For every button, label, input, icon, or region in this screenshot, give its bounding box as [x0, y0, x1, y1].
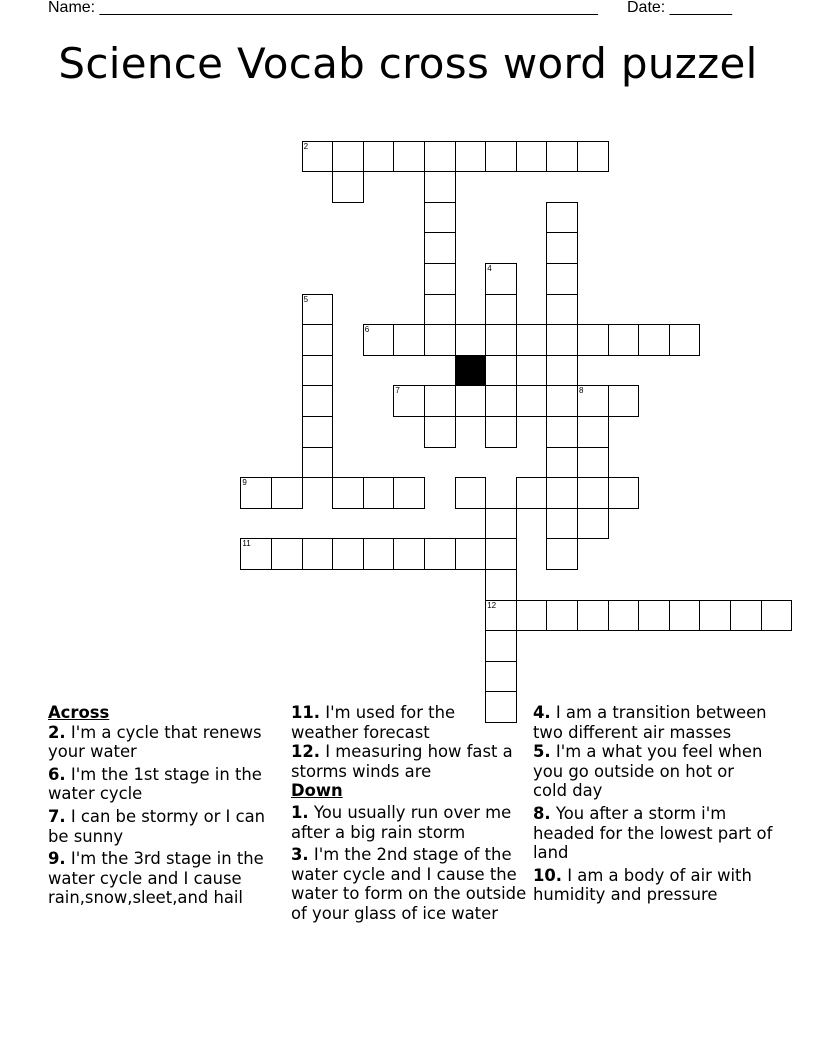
date-field[interactable]: Date: _______ [627, 0, 732, 16]
crossword-cell[interactable] [302, 324, 334, 356]
clue-number-label: 11 [242, 539, 251, 549]
clue-number: 3. [291, 845, 309, 865]
crossword-cell[interactable] [424, 232, 456, 264]
crossword-cell[interactable] [546, 600, 578, 632]
clue-down-5 [533, 742, 773, 801]
crossword-cell[interactable] [302, 385, 334, 417]
clue-down-8 [533, 804, 773, 863]
clue-number-label: 12 [487, 600, 497, 610]
crossword-cell[interactable] [424, 141, 456, 173]
crossword-cell[interactable] [393, 477, 425, 509]
clue-number: 2. [48, 722, 66, 742]
crossword-cell[interactable] [363, 477, 395, 509]
crossword-cell[interactable] [393, 385, 425, 417]
crossword-cell[interactable] [638, 324, 670, 356]
crossword-cell[interactable] [577, 141, 609, 173]
crossword-cell[interactable] [577, 324, 609, 356]
clue-number: 12. [291, 742, 321, 762]
crossword-cell[interactable] [669, 600, 701, 632]
crossword-cell[interactable] [485, 294, 517, 326]
crossword-cell[interactable] [546, 416, 578, 448]
clue-text: I'm the 2nd stage of the water cycle and I cause the water to form on the outside of your glass of ice water [291, 845, 527, 923]
clue-text: I'm used for the weather forecast [291, 703, 456, 742]
crossword-cell[interactable] [424, 202, 456, 234]
crossword-cell[interactable] [485, 661, 517, 693]
crossword-cell[interactable] [608, 324, 640, 356]
crossword-cell[interactable] [608, 385, 640, 417]
crossword-cell[interactable] [608, 600, 640, 632]
crossword-cell[interactable] [577, 416, 609, 448]
crossword-cell[interactable] [455, 477, 487, 509]
crossword-cell[interactable] [424, 263, 456, 295]
clue-column-1 [48, 703, 284, 911]
crossword-cell[interactable] [424, 171, 456, 203]
clue-down-4 [533, 703, 773, 742]
crossword-cell[interactable] [546, 232, 578, 264]
clue-text: I can be stormy or I can be sunny [48, 806, 266, 846]
crossword-cell[interactable] [240, 477, 272, 509]
crossword-cell[interactable] [577, 508, 609, 540]
clue-number: 5. [533, 742, 551, 762]
clue-column-2 [291, 703, 527, 927]
clue-text: I am a transition between two different air masses [533, 703, 767, 742]
crossword-cell[interactable] [546, 141, 578, 173]
clue-column-3 [533, 703, 773, 908]
crossword-cell[interactable] [516, 141, 548, 173]
crossword-cell[interactable] [455, 538, 487, 570]
crossword-cell[interactable] [485, 385, 517, 417]
crossword-cell[interactable] [302, 538, 334, 570]
clue-down-10 [533, 866, 773, 905]
crossword-block [455, 355, 487, 387]
clue-across-12 [291, 742, 527, 781]
crossword-cell[interactable] [393, 324, 425, 356]
crossword-cell[interactable] [485, 416, 517, 448]
crossword-cell[interactable] [424, 294, 456, 326]
crossword-cell[interactable] [669, 324, 701, 356]
clue-across-2 [48, 723, 284, 762]
clue-text: I'm the 1st stage in the water cycle [48, 764, 262, 804]
crossword-cell[interactable] [516, 324, 548, 356]
crossword-cell[interactable] [546, 263, 578, 295]
crossword-cell[interactable] [485, 324, 517, 356]
crossword-cell[interactable] [363, 538, 395, 570]
crossword-cell[interactable] [332, 141, 364, 173]
clue-number: 9. [48, 849, 66, 869]
crossword-cell[interactable] [302, 294, 334, 326]
page-title: Science Vocab cross word puzzel [58, 39, 758, 88]
clue-down-1 [291, 803, 527, 842]
clue-number: 10. [533, 865, 563, 885]
crossword-cell[interactable] [485, 263, 517, 295]
crossword-cell[interactable] [516, 385, 548, 417]
crossword-cell[interactable] [546, 538, 578, 570]
crossword-cell[interactable] [271, 538, 303, 570]
clue-number-label: 5 [303, 294, 309, 304]
clue-number-label: 7 [395, 386, 400, 396]
crossword-cell[interactable] [455, 324, 487, 356]
clue-number-label: 6 [364, 325, 370, 335]
crossword-cell[interactable] [546, 294, 578, 326]
crossword-cell[interactable] [638, 600, 670, 632]
crossword-cell[interactable] [424, 385, 456, 417]
clue-text: You after a storm i'm headed for the lowest part of land [533, 803, 773, 863]
crossword-cell[interactable] [424, 416, 456, 448]
crossword-cell[interactable] [730, 600, 762, 632]
clue-across-11 [291, 703, 527, 742]
crossword-cell[interactable] [761, 600, 793, 632]
crossword-cell[interactable] [577, 385, 609, 417]
crossword-cell[interactable] [302, 355, 334, 387]
crossword-cell[interactable] [608, 477, 640, 509]
crossword-cell[interactable] [485, 538, 517, 570]
crossword-cell[interactable] [546, 385, 578, 417]
crossword-cell[interactable] [424, 324, 456, 356]
clue-number: 4. [533, 703, 551, 722]
crossword-cell[interactable] [363, 324, 395, 356]
crossword-cell[interactable] [485, 141, 517, 173]
crossword-cell[interactable] [455, 385, 487, 417]
crossword-cell[interactable] [485, 355, 517, 387]
crossword-cell[interactable] [302, 416, 334, 448]
clue-text: I'm a what you feel when you go outside on hot or cold day [533, 742, 763, 801]
clue-number: 1. [291, 802, 309, 822]
crossword-cell[interactable] [485, 508, 517, 540]
name-field[interactable]: Name: ________________________________________________________ [48, 0, 598, 16]
crossword-cell[interactable] [302, 141, 334, 173]
crossword-cell[interactable] [455, 141, 487, 173]
crossword-cell[interactable] [546, 355, 578, 387]
crossword-cell[interactable] [485, 630, 517, 662]
crossword-cell[interactable] [546, 324, 578, 356]
clue-number: 6. [48, 764, 66, 784]
crossword-cell[interactable] [577, 447, 609, 479]
crossword-cell[interactable] [577, 477, 609, 509]
clue-down-3 [291, 845, 527, 923]
crossword-cell[interactable] [332, 477, 364, 509]
down-heading: Down [291, 781, 343, 801]
clue-number-label: 4 [487, 264, 492, 273]
clue-across-9 [48, 849, 284, 908]
clue-text: I measuring how fast a storms winds are [291, 742, 513, 781]
crossword-cell[interactable] [271, 477, 303, 509]
crossword-cell[interactable] [302, 447, 334, 479]
clue-across-7 [48, 807, 284, 846]
crossword-cell[interactable] [332, 538, 364, 570]
crossword-cell[interactable] [393, 538, 425, 570]
crossword-cell[interactable] [485, 600, 517, 632]
crossword-cell[interactable] [546, 477, 578, 509]
crossword-cell[interactable] [240, 538, 272, 570]
crossword-cell[interactable] [699, 600, 731, 632]
crossword-cell[interactable] [546, 508, 578, 540]
clue-across-6 [48, 765, 284, 804]
clue-number: 8. [533, 803, 551, 823]
clue-text: You usually run over me after a big rain storm [291, 802, 512, 842]
clue-text: I'm the 3rd stage in the water cycle and I cause rain,snow,sleet,and hail [48, 849, 264, 908]
clue-number-label: 2 [303, 141, 309, 151]
across-heading: Across [48, 703, 110, 722]
clue-number-label: 8 [579, 386, 584, 396]
crossword-cell[interactable] [516, 600, 548, 632]
crossword-cell[interactable] [577, 600, 609, 632]
clue-number: 11. [291, 703, 321, 722]
clue-number: 7. [48, 806, 66, 826]
crossword-cell[interactable] [363, 141, 395, 173]
clue-number-label: 9 [242, 478, 247, 488]
crossword-cell[interactable] [485, 569, 517, 601]
crossword-cell[interactable] [332, 171, 364, 203]
clue-text: I'm a cycle that renews your water [48, 722, 262, 762]
crossword-cell[interactable] [424, 538, 456, 570]
crossword-cell[interactable] [516, 477, 548, 509]
crossword-cell[interactable] [393, 141, 425, 173]
crossword-cell[interactable] [546, 202, 578, 234]
clue-text: I am a body of air with humidity and pressure [533, 865, 752, 905]
crossword-cell[interactable] [546, 447, 578, 479]
